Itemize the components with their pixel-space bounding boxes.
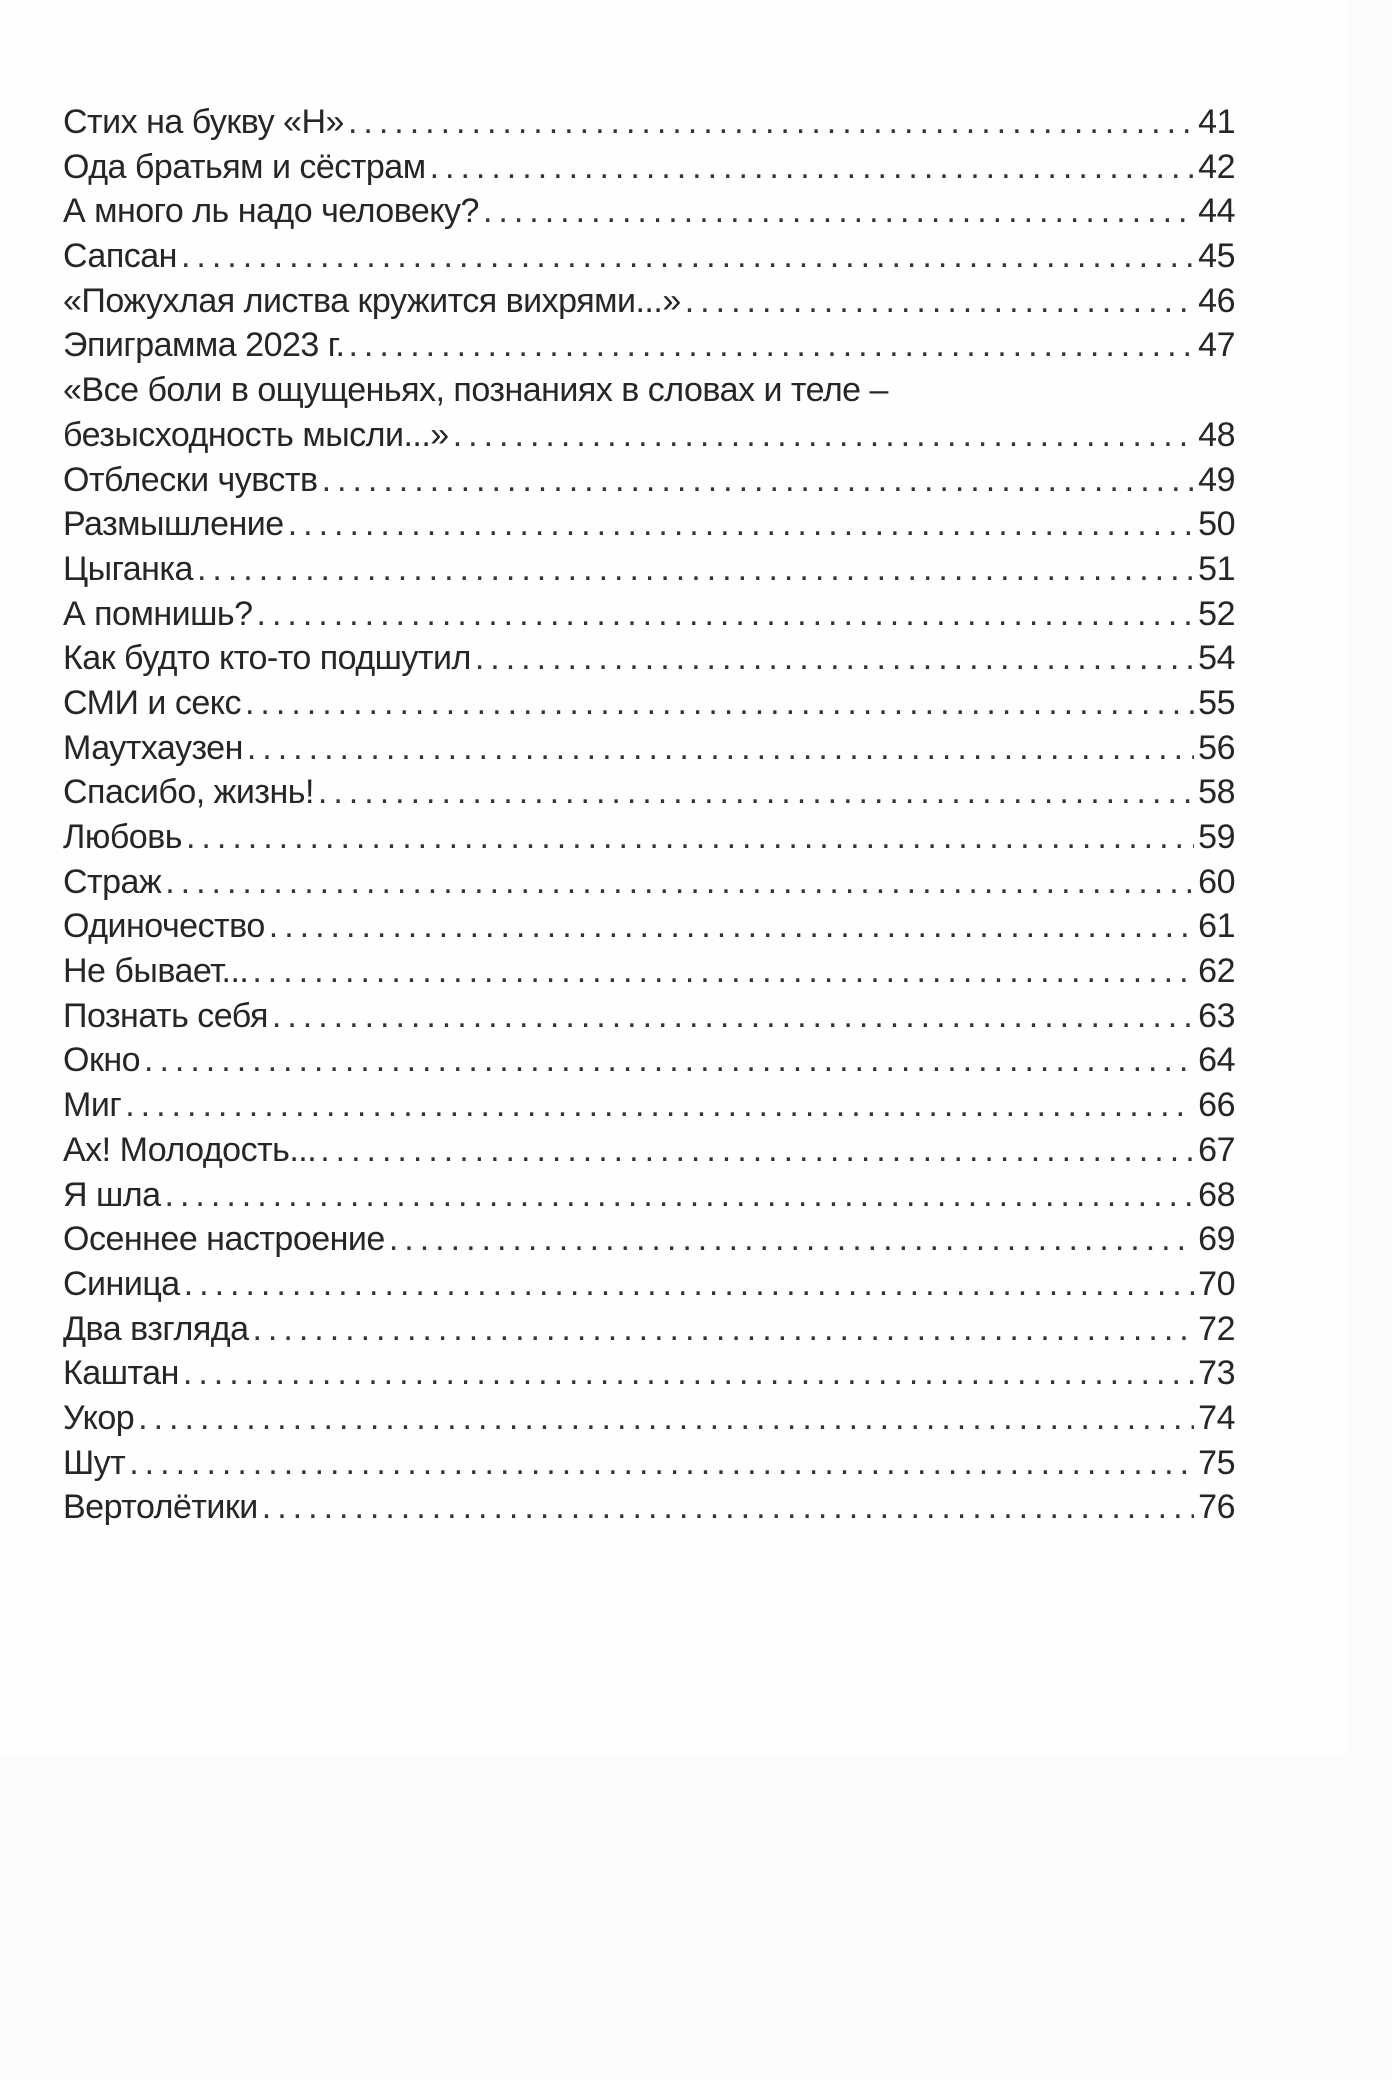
toc-entry: [63, 592, 1235, 637]
toc-entry: [63, 1351, 1235, 1396]
leader-dots: [181, 234, 1194, 279]
toc-entry-page: 67: [1198, 1130, 1235, 1169]
leader-dots: [430, 145, 1195, 190]
toc-entry-title: Размышление: [63, 505, 284, 544]
toc-entry-page: 50: [1198, 505, 1235, 544]
toc-entry-page: 54: [1198, 639, 1235, 678]
leader-dots: [252, 1307, 1194, 1352]
toc-entry-title: А много ль надо человеку?: [63, 192, 479, 231]
table-of-contents: [63, 100, 1235, 1530]
toc-entry-page: 70: [1198, 1264, 1235, 1303]
toc-entry: [63, 726, 1235, 771]
leader-dots: [272, 994, 1194, 1039]
toc-entry-page: 60: [1198, 862, 1235, 901]
leader-dots: [165, 860, 1194, 905]
toc-entry-title: Каштан: [63, 1354, 179, 1393]
toc-entry-title: Вертолётики: [63, 1488, 258, 1527]
leader-dots: [252, 949, 1194, 994]
toc-entry: [63, 1307, 1235, 1352]
toc-entry-page: 68: [1198, 1175, 1235, 1214]
toc-entry-page: 58: [1198, 773, 1235, 812]
toc-entry-title: Спасибо, жизнь!: [63, 773, 314, 812]
toc-entry-title: Отблески чувств: [63, 460, 318, 499]
leader-dots: [348, 100, 1194, 145]
leader-dots: [257, 592, 1195, 637]
toc-entry: [63, 636, 1235, 681]
toc-entry-title: А помнишь?: [63, 594, 253, 633]
leader-dots: [184, 1262, 1194, 1307]
toc-entry-title: Синица: [63, 1264, 180, 1303]
toc-entry-title: Эпиграмма 2023 г.: [63, 326, 345, 365]
toc-entry: [63, 279, 1235, 324]
toc-entry-page: 51: [1198, 549, 1235, 588]
toc-entry-title: Миг: [63, 1086, 122, 1125]
leader-dots: [165, 1173, 1195, 1218]
toc-entry: [63, 1396, 1235, 1441]
toc-entry-page: 63: [1198, 996, 1235, 1035]
toc-entry: [63, 1083, 1235, 1128]
leader-dots: [685, 279, 1194, 324]
leader-dots: [144, 1038, 1194, 1083]
leader-dots: [320, 1128, 1194, 1173]
toc-entry: [63, 994, 1235, 1039]
toc-entry-title: безысходность мысли...»: [63, 415, 449, 454]
toc-entry-page: 64: [1198, 1041, 1235, 1080]
toc-entry: [63, 904, 1235, 949]
toc-entry: [63, 1173, 1235, 1218]
toc-entry: [63, 189, 1235, 234]
toc-entry: [63, 100, 1235, 145]
toc-entry-title: Как будто кто-то подшутил: [63, 639, 471, 678]
toc-entry-title: Ах! Молодость...: [63, 1130, 317, 1169]
toc-entry-title: Стих на букву «Н»: [63, 103, 344, 141]
toc-entry-title: «Пожухлая листва кружится вихрями...»: [63, 281, 681, 320]
toc-entry: [63, 860, 1235, 905]
toc-entry-title: Осеннее настроение: [63, 1220, 385, 1259]
toc-entry-page: 76: [1198, 1488, 1235, 1527]
toc-entry: [63, 1262, 1235, 1307]
toc-entry-page: 75: [1198, 1443, 1235, 1482]
toc-entry-page: 72: [1198, 1309, 1235, 1348]
toc-entry: [63, 413, 1235, 458]
toc-entry-page: 41: [1198, 103, 1235, 141]
leader-dots: [245, 681, 1194, 726]
leader-dots: [269, 904, 1194, 949]
toc-entry-title: СМИ и секс: [63, 683, 241, 722]
toc-entry-title: Окно: [63, 1041, 141, 1080]
toc-entry: [63, 458, 1235, 503]
toc-entry-title: Сапсан: [63, 237, 177, 276]
leader-dots: [389, 1217, 1194, 1262]
toc-entry-page: 61: [1198, 907, 1235, 946]
leader-dots: [348, 323, 1194, 368]
leader-dots: [186, 815, 1194, 860]
toc-entry-title-line: «Все боли в ощущеньях, познаниях в словах и теле –: [63, 371, 888, 410]
toc-entry: [63, 1038, 1235, 1083]
leader-dots: [453, 413, 1194, 458]
toc-entry-page: 74: [1198, 1398, 1235, 1437]
toc-entry-title: Познать себя: [63, 996, 268, 1035]
toc-entry: [63, 1441, 1235, 1486]
toc-entry-page: 55: [1198, 683, 1235, 722]
toc-entry: [63, 547, 1235, 592]
toc-entry-page: 59: [1198, 818, 1235, 856]
toc-entry-title: Два взгляда: [63, 1309, 249, 1348]
toc-entry: [63, 502, 1235, 547]
toc-entry-title: Не бывает...: [63, 952, 249, 991]
toc-entry-title: Страж: [63, 862, 162, 901]
leader-dots: [247, 726, 1194, 771]
toc-entry-page: 52: [1198, 594, 1235, 633]
toc-entry-page: 69: [1198, 1220, 1235, 1259]
toc-entry: [63, 770, 1235, 815]
toc-entry: [63, 1128, 1235, 1173]
toc-entry: [63, 1485, 1235, 1530]
leader-dots: [288, 502, 1194, 547]
leader-dots: [197, 547, 1194, 592]
toc-entry-page: 47: [1198, 326, 1235, 365]
toc-entry-title: Укор: [63, 1398, 135, 1437]
leader-dots: [183, 1351, 1194, 1396]
toc-entry: [63, 145, 1235, 190]
leader-dots: [129, 1441, 1194, 1486]
toc-entry-title: Маутхаузен: [63, 728, 243, 767]
leader-dots: [322, 458, 1195, 503]
toc-entry-page: 44: [1198, 192, 1235, 231]
toc-entry-title: Я шла: [63, 1175, 161, 1214]
toc-entry-title: Любовь: [63, 818, 182, 856]
toc-entry-page: 48: [1198, 415, 1235, 454]
toc-entry-page: 62: [1198, 952, 1235, 991]
toc-entry-page: 73: [1198, 1354, 1235, 1393]
toc-entry: [63, 949, 1235, 994]
leader-dots: [125, 1083, 1194, 1128]
leader-dots: [138, 1396, 1194, 1441]
toc-entry: [63, 681, 1235, 726]
leader-dots: [483, 189, 1194, 234]
toc-entry-page: 66: [1198, 1086, 1235, 1125]
toc-entry-title: Шут: [63, 1443, 126, 1482]
leader-dots: [475, 636, 1194, 681]
toc-entry-page: 46: [1198, 281, 1235, 320]
toc-entry: [63, 815, 1235, 860]
leader-dots: [318, 770, 1194, 815]
toc-entry: [63, 323, 1235, 368]
toc-entry-page: 56: [1198, 728, 1235, 767]
toc-entry: [63, 1217, 1235, 1262]
toc-entry-page: 45: [1198, 237, 1235, 276]
toc-entry: [63, 234, 1235, 279]
toc-entry-title: Ода братьям и сёстрам: [63, 147, 426, 186]
toc-entry-title: Цыганка: [63, 549, 193, 588]
toc-entry-title: Одиночество: [63, 907, 265, 946]
leader-dots: [262, 1485, 1194, 1530]
toc-entry-page: 42: [1198, 147, 1235, 186]
toc-entry-page: 49: [1198, 460, 1235, 499]
